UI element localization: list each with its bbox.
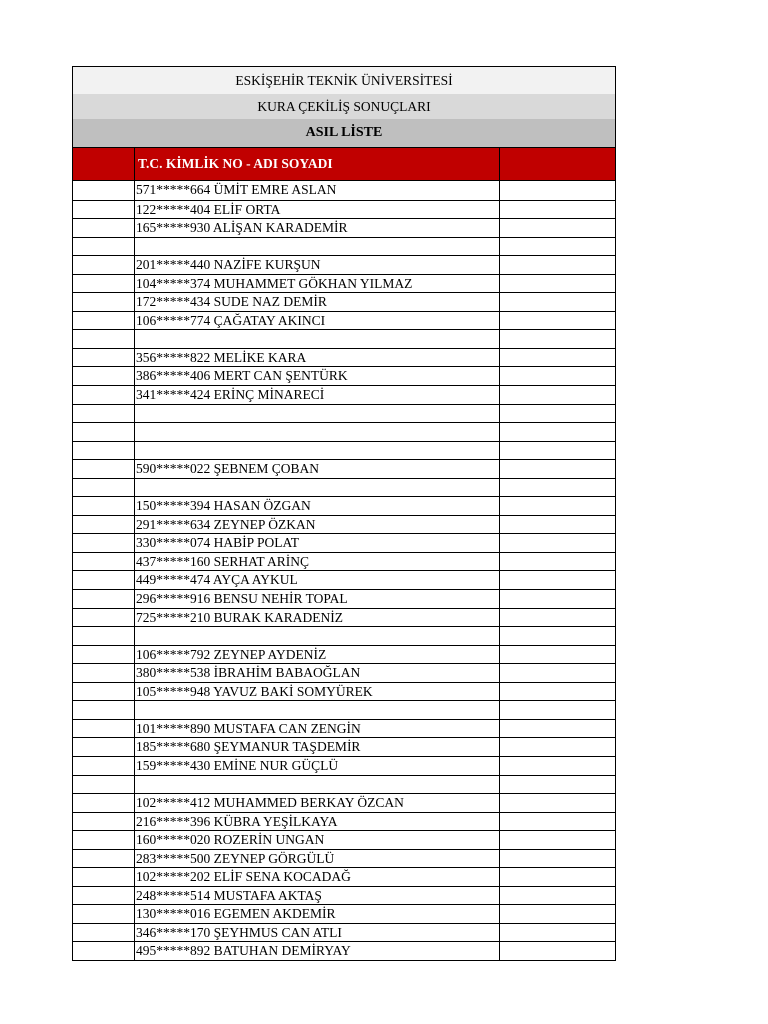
column-header-blank-right <box>500 148 615 180</box>
row-id-name-cell: 101*****890 MUSTAFA CAN ZENGİN <box>135 720 500 738</box>
table-row <box>73 830 615 849</box>
row-extra-cell <box>500 701 615 719</box>
row-blank-cell <box>73 905 135 923</box>
row-blank-cell <box>73 516 135 534</box>
row-id-name-cell: 356*****822 MELİKE KARA <box>135 349 500 367</box>
row-blank-cell <box>73 238 135 256</box>
table-row <box>73 329 615 348</box>
table-row <box>73 366 615 385</box>
table-row <box>73 812 615 831</box>
table-row <box>73 793 615 812</box>
row-blank-cell <box>73 219 135 237</box>
table-row <box>73 867 615 886</box>
results-table <box>72 66 616 961</box>
row-id-name-cell: 437*****160 SERHAT ARİNÇ <box>135 553 500 571</box>
row-blank-cell <box>73 405 135 423</box>
row-id-name-cell: 725*****210 BURAK KARADENİZ <box>135 609 500 627</box>
table-row <box>73 533 615 552</box>
university-title: ESKİŞEHİR TEKNİK ÜNİVERSİTESİ <box>73 67 615 94</box>
row-extra-cell <box>500 516 615 534</box>
table-row <box>73 515 615 534</box>
row-id-name-cell: 122*****404 ELİF ORTA <box>135 201 500 219</box>
row-blank-cell <box>73 497 135 515</box>
row-blank-cell <box>73 386 135 404</box>
table-row <box>73 663 615 682</box>
table-row <box>73 218 615 237</box>
row-id-name-cell: 590*****022 ŞEBNEM ÇOBAN <box>135 460 500 478</box>
row-blank-cell <box>73 609 135 627</box>
row-id-name-cell: 283*****500 ZEYNEP GÖRGÜLÜ <box>135 850 500 868</box>
row-blank-cell <box>73 701 135 719</box>
row-extra-cell <box>500 887 615 905</box>
table-row <box>73 441 615 460</box>
row-id-name-cell: 449*****474 AYÇA AYKUL <box>135 571 500 589</box>
row-extra-cell <box>500 442 615 460</box>
table-row <box>73 923 615 942</box>
row-id-name-cell: 571*****664 ÜMİT EMRE ASLAN <box>135 181 500 200</box>
row-id-name-cell: 106*****792 ZEYNEP AYDENİZ <box>135 646 500 664</box>
table-row <box>73 904 615 923</box>
row-blank-cell <box>73 201 135 219</box>
row-extra-cell <box>500 330 615 348</box>
row-extra-cell <box>500 683 615 701</box>
table-row <box>73 422 615 441</box>
row-id-name-cell: 330*****074 HABİP POLAT <box>135 534 500 552</box>
row-extra-cell <box>500 293 615 311</box>
row-id-name-cell <box>135 627 500 645</box>
row-id-name-cell <box>135 330 500 348</box>
row-id-name-cell: 291*****634 ZEYNEP ÖZKAN <box>135 516 500 534</box>
row-blank-cell <box>73 664 135 682</box>
table-row <box>73 719 615 738</box>
row-id-name-cell <box>135 405 500 423</box>
row-extra-cell <box>500 720 615 738</box>
row-id-name-cell: 102*****202 ELİF SENA KOCADAĞ <box>135 868 500 886</box>
row-extra-cell <box>500 219 615 237</box>
row-extra-cell <box>500 238 615 256</box>
row-id-name-cell: 172*****434 SUDE NAZ DEMİR <box>135 293 500 311</box>
row-extra-cell <box>500 627 615 645</box>
row-id-name-cell: 296*****916 BENSU NEHİR TOPAL <box>135 590 500 608</box>
row-extra-cell <box>500 905 615 923</box>
row-blank-cell <box>73 887 135 905</box>
row-extra-cell <box>500 646 615 664</box>
table-row <box>73 404 615 423</box>
row-id-name-cell: 160*****020 ROZERİN UNGAN <box>135 831 500 849</box>
table-row <box>73 589 615 608</box>
row-blank-cell <box>73 813 135 831</box>
row-blank-cell <box>73 330 135 348</box>
row-blank-cell <box>73 776 135 794</box>
row-extra-cell <box>500 386 615 404</box>
row-blank-cell <box>73 942 135 960</box>
row-blank-cell <box>73 312 135 330</box>
row-id-name-cell: 159*****430 EMİNE NUR GÜÇLÜ <box>135 757 500 775</box>
row-blank-cell <box>73 683 135 701</box>
row-id-name-cell <box>135 423 500 441</box>
row-blank-cell <box>73 924 135 942</box>
table-row <box>73 274 615 293</box>
row-extra-cell <box>500 275 615 293</box>
row-blank-cell <box>73 646 135 664</box>
row-blank-cell <box>73 571 135 589</box>
table-row <box>73 552 615 571</box>
row-id-name-cell <box>135 238 500 256</box>
row-id-name-cell <box>135 776 500 794</box>
row-id-name-cell: 102*****412 MUHAMMED BERKAY ÖZCAN <box>135 794 500 812</box>
row-id-name-cell: 495*****892 BATUHAN DEMİRYAY <box>135 942 500 960</box>
column-header-blank-left <box>73 148 135 180</box>
row-blank-cell <box>73 349 135 367</box>
table-row <box>73 849 615 868</box>
row-extra-cell <box>500 924 615 942</box>
row-id-name-cell: 346*****170 ŞEYHMUS CAN ATLI <box>135 924 500 942</box>
table-row <box>73 385 615 404</box>
row-id-name-cell: 106*****774 ÇAĞATAY AKINCI <box>135 312 500 330</box>
row-extra-cell <box>500 776 615 794</box>
row-id-name-cell: 185*****680 ŞEYMANUR TAŞDEMİR <box>135 738 500 756</box>
table-row <box>73 941 615 960</box>
row-blank-cell <box>73 479 135 497</box>
row-extra-cell <box>500 850 615 868</box>
row-blank-cell <box>73 738 135 756</box>
row-id-name-cell <box>135 442 500 460</box>
row-id-name-cell: 380*****538 İBRAHİM BABAOĞLAN <box>135 664 500 682</box>
table-row <box>73 608 615 627</box>
row-extra-cell <box>500 201 615 219</box>
row-id-name-cell <box>135 479 500 497</box>
row-blank-cell <box>73 256 135 274</box>
table-row <box>73 348 615 367</box>
list-title: ASIL LİSTE <box>73 119 615 147</box>
row-extra-cell <box>500 460 615 478</box>
table-row <box>73 496 615 515</box>
row-id-name-cell: 248*****514 MUSTAFA AKTAŞ <box>135 887 500 905</box>
row-id-name-cell: 165*****930 ALİŞAN KARADEMİR <box>135 219 500 237</box>
table-row <box>73 181 615 200</box>
row-blank-cell <box>73 460 135 478</box>
table-row <box>73 570 615 589</box>
row-blank-cell <box>73 553 135 571</box>
table-row <box>73 237 615 256</box>
row-extra-cell <box>500 664 615 682</box>
row-id-name-cell: 150*****394 HASAN ÖZGAN <box>135 497 500 515</box>
table-row <box>73 200 615 219</box>
column-header-id-name: T.C. KİMLİK NO - ADI SOYADI <box>135 148 500 180</box>
table-row <box>73 700 615 719</box>
results-subtitle: KURA ÇEKİLİŞ SONUÇLARI <box>73 94 615 119</box>
row-extra-cell <box>500 868 615 886</box>
row-blank-cell <box>73 850 135 868</box>
table-row <box>73 775 615 794</box>
row-blank-cell <box>73 868 135 886</box>
row-id-name-cell: 130*****016 EGEMEN AKDEMİR <box>135 905 500 923</box>
table-row <box>73 459 615 478</box>
row-extra-cell <box>500 813 615 831</box>
row-id-name-cell: 105*****948 YAVUZ BAKİ SOMYÜREK <box>135 683 500 701</box>
row-id-name-cell: 341*****424 ERİNÇ MİNARECİ <box>135 386 500 404</box>
row-blank-cell <box>73 442 135 460</box>
row-blank-cell <box>73 720 135 738</box>
row-extra-cell <box>500 181 615 200</box>
table-row <box>73 311 615 330</box>
table-row <box>73 626 615 645</box>
table-row <box>73 737 615 756</box>
row-extra-cell <box>500 831 615 849</box>
row-extra-cell <box>500 553 615 571</box>
row-id-name-cell <box>135 701 500 719</box>
table-row <box>73 886 615 905</box>
row-extra-cell <box>500 942 615 960</box>
row-blank-cell <box>73 794 135 812</box>
row-extra-cell <box>500 312 615 330</box>
row-extra-cell <box>500 738 615 756</box>
row-extra-cell <box>500 497 615 515</box>
column-header-row <box>73 147 615 181</box>
row-blank-cell <box>73 181 135 200</box>
row-id-name-cell: 104*****374 MUHAMMET GÖKHAN YILMAZ <box>135 275 500 293</box>
row-extra-cell <box>500 256 615 274</box>
row-blank-cell <box>73 590 135 608</box>
row-blank-cell <box>73 367 135 385</box>
row-extra-cell <box>500 479 615 497</box>
row-extra-cell <box>500 757 615 775</box>
row-id-name-cell: 216*****396 KÜBRA YEŞİLKAYA <box>135 813 500 831</box>
row-blank-cell <box>73 831 135 849</box>
table-row <box>73 478 615 497</box>
row-extra-cell <box>500 367 615 385</box>
row-extra-cell <box>500 794 615 812</box>
table-row <box>73 756 615 775</box>
row-blank-cell <box>73 423 135 441</box>
row-blank-cell <box>73 293 135 311</box>
row-id-name-cell: 386*****406 MERT CAN ŞENTÜRK <box>135 367 500 385</box>
row-extra-cell <box>500 534 615 552</box>
row-blank-cell <box>73 275 135 293</box>
row-blank-cell <box>73 534 135 552</box>
row-extra-cell <box>500 405 615 423</box>
table-row <box>73 292 615 311</box>
row-extra-cell <box>500 571 615 589</box>
table-row <box>73 255 615 274</box>
row-extra-cell <box>500 590 615 608</box>
row-extra-cell <box>500 423 615 441</box>
row-extra-cell <box>500 609 615 627</box>
table-row <box>73 645 615 664</box>
row-blank-cell <box>73 757 135 775</box>
row-blank-cell <box>73 627 135 645</box>
row-extra-cell <box>500 349 615 367</box>
row-id-name-cell: 201*****440 NAZİFE KURŞUN <box>135 256 500 274</box>
table-row <box>73 682 615 701</box>
table-body <box>73 181 615 960</box>
